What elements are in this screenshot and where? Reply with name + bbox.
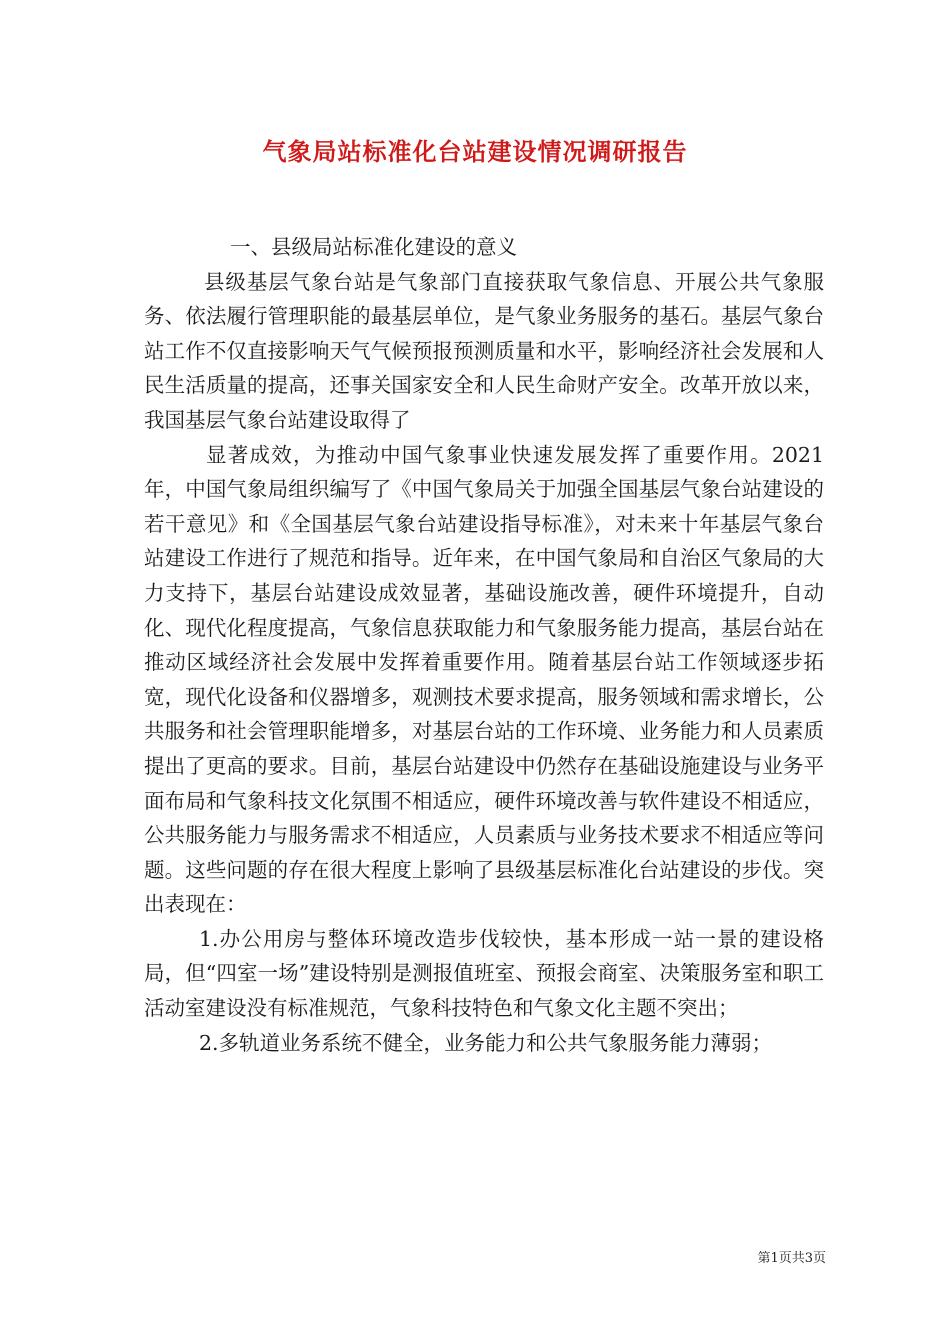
list-item-2: 2.多轨道业务系统不健全，业务能力和公共气象服务能力薄弱； — [199, 1030, 773, 1055]
section-heading: 一、县级局站标准化建设的意义 — [230, 235, 517, 259]
paragraph-1: 县级基层气象台站是气象部门直接获取气象信息、开展公共气象服务、依法履行管理职能的最基层单位，是气象业务服务的基石。基层气象台站工作不仅直接影响天气气候预报预测质量和水平，影响经济社会发展和人民生活质量的提高，还事关国家安全和人民生命财产安全。改革开放以来，我国基层气象台站建设取得了 — [144, 269, 824, 432]
document-title: 气象局站标准化台站建设情况调研报告 — [262, 137, 688, 166]
page-number: 第1页共3页 — [757, 1251, 826, 1266]
list-item-1: 1.办公用房与整体环境改造步伐较快，基本形成一站一景的建设格局，但“四室一场”建设特别是测报值班室、预报会商室、决策服务室和职工活动室建设没有标准规范，气象科技特色和气象文化主题不突出； — [144, 926, 824, 1021]
paragraph-2: 显著成效，为推动中国气象事业快速发展发挥了重要作用。2021年，中国气象局组织编写了《中国气象局关于加强全国基层气象台站建设的若干意见》和《全国基层气象台站建设指导标准》，对未来十年基层气象台站建设工作进行了规范和指导。近年来，在中国气象局和自治区气象局的大力支持下，基层台站建设成效显著，基础设施改善，硬件环境提升，自动化、现代化程度提高，气象信息获取能力和气象服务能力提高，基层台站在推动区域经济社会发展中发挥着重要作用。随着基层台站工作领域逐步拓宽，现代化设备和仪器增多，观测技术要求提高，服务领域和需求增长，公共服务和社会管理职能增多，对基层台站的工作环境、业务能力和人员素质提出了更高的要求。目前，基层台站建设中仍然存在基础设施建设与业务平面布局和气象科技文化氛围不相适应，硬件环境改善与软件建设不相适应，公共服务能力与服务需求不相适应，人员素质与业务技术要求不相适应等问题。这些问题的存在很大程度上影响了县级基层标准化台站建设的步伐。突出表现在： — [144, 442, 824, 917]
document-body — [144, 230, 824, 1060]
